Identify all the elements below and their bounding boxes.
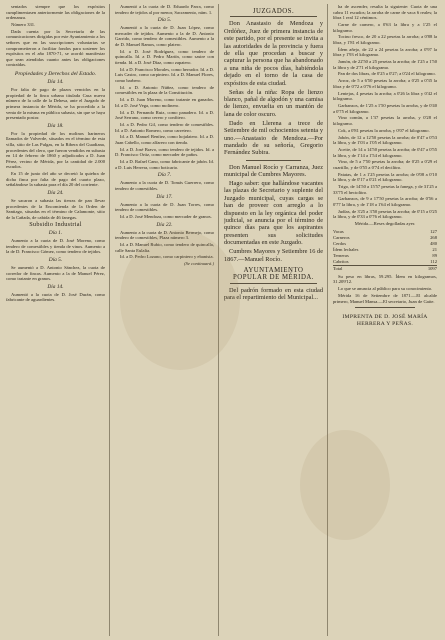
column-1 [6, 4, 110, 636]
paragraph: Id. a D. José Bravo, como tendero de tejidos. Id. a D. Francisco Ortiz, como mercader de paños. [115, 146, 214, 158]
centered-line: Mérida.—Reses degolladas ayer. [354, 221, 416, 227]
table-value: 89 [432, 252, 437, 258]
day-heading: Día 17. [156, 193, 173, 200]
paragraph: Señas de la niña: Ropa de lienzo blanco, pañal de algodón y una camisa de lienzo, envuelta en un mantón de lana de color oscuro. [224, 88, 323, 118]
paragraph: Patatas, de 1 a 1'25 pesetas la arroba; de 0'08 a 0'10 la libra, y de 0'17 a 0'21 el kilogramo. [333, 171, 437, 183]
paragraph: Judías, de 3'25 a 3'50 pesetas la arroba; de 0'15 a 0'25 la libra, y de 0'33 a 0'76 el kilogramo. [333, 208, 437, 220]
section-divider [246, 160, 301, 161]
paragraph: Aumento a la cuota de D. Juan Torres, como tendero de comestibles. [115, 201, 214, 213]
printer-imprint: IMPRENTA DE D. JOSÉ MARÍA HERRERA Y PEÑAS. [342, 314, 428, 327]
section-title: AYUNTAMIENTO POPULAR DE MÉRIDA. [230, 267, 317, 284]
section-title: JUZGADOS. [230, 8, 317, 17]
paragraph: Id. a D. José Mendoza, como mercader de granos. [120, 213, 212, 219]
paragraph: Jabón, de 12 a 12'50 pesetas la arroba; de 0'47 a 0'53 la libra, y de 1'03 a 1'05 el kilogramo. [333, 134, 437, 146]
table-label: Terneras [333, 252, 349, 258]
paragraph: Aumento a la cuota de D. Tomás Guerrero, como tendero de comestibles. [115, 180, 214, 191]
paragraph: Aumentó a la cuota de D. Juan López, como mercader de tejidos. Aumento a la de D. Antonio Garrido, como tendero de comestibles. Aumento a la de D. Manuel Ramos, como platero. [115, 25, 214, 48]
paragraph: Del padrón formado en esta ciudad para el repartimiento del Municipal... [224, 286, 323, 302]
continuation-note: (Se continuará.) [184, 261, 214, 267]
table-value: 112 [430, 258, 437, 264]
paragraph: Aumentó a la cuota de D. Eduardo Parra, como tendero de tejidos al por menor, Sacramento, núm. 1. [115, 4, 214, 15]
section-divider [355, 307, 415, 308]
paragraph: Arroz, de 5 a 6'50 pesetas la arroba; a 0'25 a 0'35 la libra y de 0'72 a 0'76 el kilogramo. [333, 78, 437, 89]
column-3 [224, 4, 328, 636]
day-heading: Día 1. [48, 230, 63, 237]
day-heading: Día 18. [47, 122, 64, 129]
paragraph: Lo que se anuncia al público para su conocimiento. [338, 286, 433, 292]
table-label: Ídem lechales [333, 246, 359, 252]
paragraph: sentados siempre que los expósitos cumplimentasen anteriormente las obligaciones de la ordenanza. [6, 4, 105, 21]
paragraph: Lentejas, 4 pesetas la arroba; a 0'26 la libra y 0'42 el kilogramo. [333, 90, 437, 102]
section-heading: Propiedades y Derechos del Estado. [14, 70, 97, 77]
paragraph: Id. a D. Francisco Morales, como herrador. Id. a D. Luis Castro, como carpintero. Id. a D. Manuel Flores, como barbero. [115, 66, 215, 83]
paragraph: Aumentó a la cuota de D. José Durán, como fabricante de aguardientes. [6, 291, 105, 303]
table-value: 268 [430, 234, 437, 240]
paragraph: Garbanzos, de 1'25 a 1'50 pesetas la arroba, y de 0'40 a 0'75 el kilogramo. [333, 103, 437, 114]
paragraph: Ídem añejo, de 22 a 24 pesetas la arroba; a 0'97 la libra y 1'93 el kilogramo. [333, 46, 437, 58]
paragraph: Don Manuel Rocío y Carranza, Juez municipal de Cumbres Mayores. [224, 163, 323, 179]
paragraph: Por la propiedad de los molinos harineros llamados de Valverde, situados en el término de esta villa, sitio de Las Pulgas, en la Ribera del Guadiana, procedentes del clero, que fueron vendidos en subasta en 14 de febrero de 1860 y adjudicados a D. Juan Pérez, vecino de Mérida, por la cantidad de 2.000 escudos. [6, 130, 105, 170]
paragraph: Id. a D. Juan Moreno, como tratante en ganados. Id. a D. José Vega, como molinero. [115, 97, 214, 108]
paragraph: Id. a D. José Rodríguez, como tendero de quincalla. Id. a D. Pedro Martín, como sastre con tienda. Id. a D. José Díaz, como zapatero. [115, 48, 214, 66]
paragraph: Id. a D. Manuel Rubio, como tendero de quincalla, calle Santa Eulalia. [115, 242, 214, 253]
day-heading: Día 7. [157, 172, 172, 179]
paragraph: Dado en Llerena a trece de Setiembre de mil ochocientos setenta y uno.—Anastasio de Mendoza.—Por mandado de su señoría, Gregorio Fernández Subira. [224, 119, 323, 157]
paragraph: Id. a D. Pedro Gil, como tendero de comestibles. Id. a D. Antonio Romero, como carretero. [115, 121, 214, 133]
paragraph: Trigo, de 14'50 a 15'57 pesetas la fanega, y de 31'25 a 33'75 el hectolitro. [333, 184, 437, 195]
paragraph: Id. a D. Rafael Cano, como fabricante de jabón. Id. a D. Luis Herrera, como boticario. [115, 159, 214, 170]
paragraph: Por falta de pago de plazos vencidos en la propiedad de la finca urbana titulada Casa nueva número de la calle de la Dehesa, ante el Juzgado de primera instancia de Mérida, se ha procedido a la venta de la misma en pública subasta, sin que se haya presentado postor. [6, 87, 105, 121]
paragraph: Se aumentó a D. Antonio Sánchez, la cuota de corredor de fincas. Aumento a la de Manuel Pérez, como tratante en granos. [6, 265, 105, 282]
total-value: 1097 [409, 265, 437, 272]
section-heading: Subsidio Industrial [29, 221, 82, 229]
paragraph: Dada cuenta por la Secretaría de las comunicaciones dirigidas por este Ayuntamiento a los señores que en las suscripciones voluntarias se comprometieron a facilitar fondos para sostener los expósitos en el año 1870-71, se acordó manifestar que sean atendidas cuanto antes las obligaciones contraídas. [6, 28, 105, 68]
paragraph: En 15 de junio del año se decretó la quiebra de dicha finca por falta de pago del cuarto plazo, señalándose la subasta para el día 20 del corriente. [6, 171, 105, 188]
day-heading: Día 14. [47, 283, 64, 290]
column-2 [115, 4, 219, 636]
paragraph: Pan de dos libras, de 0'25 a 0'27; a 0'24 el kilogramo. [338, 71, 436, 77]
paragraph: Cumbres Mayores y Setiembre 16 de 1867.—Manuel Rocío. [224, 248, 323, 263]
total-label: Total [333, 265, 409, 272]
day-heading: Día 22. [156, 221, 173, 228]
table-total-row [333, 265, 437, 272]
paragraph: Id. a D. Manuel Benítez, como hojalatero. Id. a D. Juan Cabello, como alfarero con tienda. [115, 134, 214, 145]
table-label: Cerdos [333, 240, 347, 246]
paragraph: Se sacaron a subasta las tierras de pan llevar procedentes de la Encomienda de la Orden de Santiago, situadas en el término de Calamonte, sitio de la Cañada, de cabida de 46 fanegas. [6, 198, 105, 220]
table-value: 480 [430, 240, 437, 246]
day-heading: Día 5. [157, 17, 172, 24]
day-heading: Día 14. [47, 79, 64, 86]
paragraph: Id. a D. Fernando Ruiz, como panadero. Id. a D. José Serrano, como cerero y confitero. [115, 109, 214, 121]
paragraph: Mérida 16 de Setiembre de 1871.—El alcalde primero, Manuel Mansa.—El secretario, Juan de Gaite. [333, 292, 437, 304]
paragraph: Hago saber: que hallándose vacantes las plazas de Secretario y suplente del Juzgado municipal, cuyas cargas se han de proveer con arreglo a lo dispuesto en la ley orgánica del poder judicial, se anuncia por el término de quince días para que los aspirantes presenten sus solicitudes documentadas en este Juzgado. [224, 180, 323, 247]
paragraph: Aumento a la cuota de D. José Moreno, como tendero de comestibles y tienda de vinos. Aumento a la de D. Francisco Gómez, como tendero de tejidos. [6, 238, 105, 255]
paragraph: Garbanzos, de 9 a 17'50 pesetas la arroba; de 0'56 a 0'77 la libra, y de 1'18 a 1'64 el kilogramo. [333, 196, 437, 207]
columns-container [6, 4, 439, 636]
day-heading: Día 24. [47, 189, 64, 196]
table-label: Cabritos [333, 258, 349, 264]
paragraph: Jamón, de 22'50 a 25 pesetas la arroba; de 1'25 a 1'50 la libra y de 2'71 el kilogramo. [333, 59, 437, 70]
paragraph: Aumento a la cuota de D. Antonio Bermejo, como tendero de comestibles, Plaza número 3. [115, 229, 214, 241]
slaughter-table [333, 229, 437, 272]
day-heading: Día 5. [48, 256, 63, 263]
paragraph: Don Anastasio de Mendoza y Ordóñez, Juez de primera instancia de este partido, por el presente se invita a las autoridades de la provincia y fuera de ella que procedan a buscar y capturar la persona que ha abandonado a una niña de pocos días, habiéndola dejado en el torno de la casa de expósitos de esta ciudad. [224, 20, 323, 87]
paragraph: ha de ascender, resulta la siguiente: Cuota de una cabra 11 escudos; la arroba de carne de vaca 6 reales; la libra 1 real 12 céntimos. [333, 4, 437, 21]
paragraph: Cok, a 0'81 pesetas la arroba, y 0'07 el kilogramo. [338, 127, 430, 133]
paragraph: Carne de carnero, a 0'63 la libra y a 1'25 el kilogramo. [333, 21, 437, 33]
paragraph: Su peso en libras, 59.295. Ídem en kilogramos, 31.209'12. [333, 273, 437, 285]
paragraph: Número 331. [11, 21, 36, 27]
paragraph: Vino común, a 1'37 pesetas la arroba, y 0'28 el kilogramo. [333, 115, 437, 126]
table-value: 127 [430, 228, 437, 234]
paragraph: Aceite, de 14 a 14'50 pesetas la arroba; de 0'47 a 0'55 la libra, y de 1'14 a 1'54 el kilogramo. [333, 146, 437, 158]
table-value: 21 [432, 246, 437, 252]
column-4 [333, 4, 437, 636]
paragraph: Id. a D. Pedro Lozano, como carpintero y ebanista. [120, 254, 214, 260]
paragraph: Vino, de 5 a 7'50 pesetas la arroba; de 0'25 a 0'29 el cuartillo, y de 0'55 a 0'74 el decilitro. [333, 159, 437, 170]
table-label: Vacas [333, 228, 344, 234]
table-label: Carneros [333, 234, 350, 240]
paragraph: Tocino fresco, de 20 a 22 pesetas la arroba; a 0'88 la libra, y 1'81 el kilogramo. [333, 34, 437, 45]
paragraph: Id. a D. Antonio Núñez, como tendero de comestibles en la plaza de la Constitución. [115, 84, 214, 96]
